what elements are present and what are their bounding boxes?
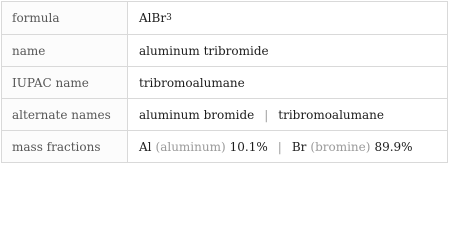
properties-table [1,1,448,163]
mass-fractions-value [127,131,447,162]
mass-fractions-label: mass fractions [2,131,127,162]
row-name [2,34,447,66]
mass-fraction-br-symbol: Br [291,139,307,154]
row-mass-fractions [2,130,447,162]
formula-label: formula [2,2,127,34]
name-value: aluminum tribromide [127,35,447,66]
alternate-names-separator: | [264,107,269,122]
formula-base: AlBr [139,11,167,25]
row-formula [2,2,447,34]
formula-value: AlBr 3 [127,2,447,34]
mass-fraction-al-symbol: Al [139,139,152,154]
mass-fraction-al-element: (aluminum) [155,139,226,154]
mass-fraction-al-percent: 10.1% [229,139,268,154]
alternate-name-1: aluminum bromide [139,107,255,122]
mass-fractions-separator: | [277,139,282,154]
name-label: name [2,35,127,66]
mass-fraction-br-percent: 89.9% [374,139,413,154]
row-iupac-name [2,66,447,98]
alternate-names-value [127,99,447,130]
iupac-name-label: IUPAC name [2,67,127,98]
alternate-name-2: tribromoalumane [278,107,385,122]
row-alternate-names [2,98,447,130]
mass-fraction-br-element: (bromine) [310,139,371,154]
iupac-name-value: tribromoalumane [127,67,447,98]
alternate-names-label: alternate names [2,99,127,130]
